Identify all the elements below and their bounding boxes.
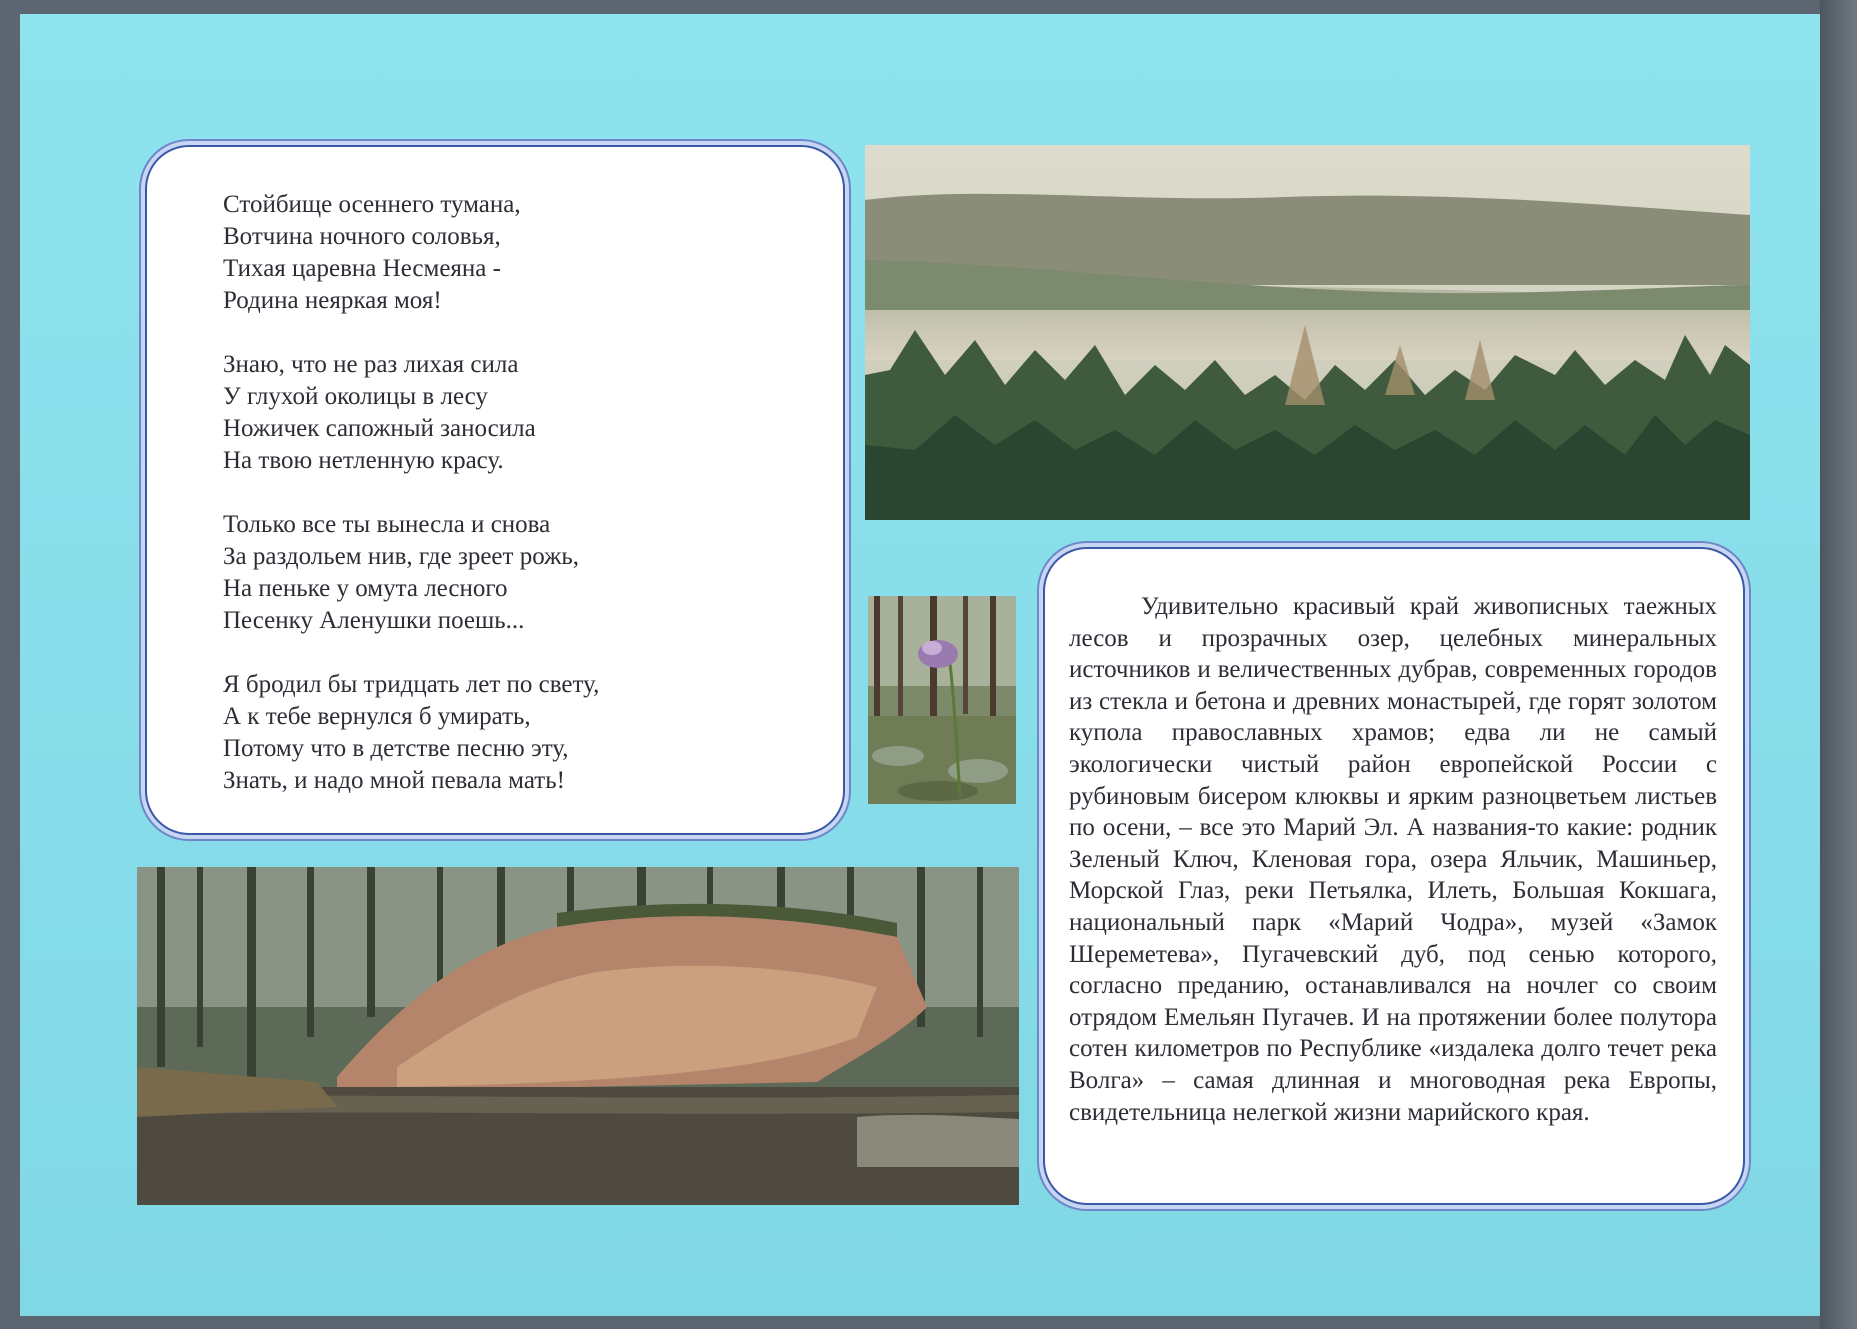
poem-line: Я бродил бы тридцать лет по свету, <box>223 671 600 698</box>
book-spine <box>1820 0 1857 1329</box>
poem-stanza <box>223 349 843 477</box>
river-bank-photo <box>137 867 1019 1205</box>
poem-line: Потому что в детстве песню эту, <box>223 735 569 762</box>
poem-line: Тихая царевна Несмеяна - <box>223 255 501 282</box>
poem-line: Ножичек сапожный заносила <box>223 415 536 442</box>
description-card <box>1043 547 1745 1205</box>
poem-line: На твою нетленную красу. <box>223 447 504 474</box>
flower-photo <box>868 596 1016 804</box>
poem-line: На пеньке у омута лесного <box>223 575 508 602</box>
poem-line: Только все ты вынесла и снова <box>223 511 551 538</box>
poem-card <box>145 145 845 835</box>
lake-forest-photo <box>865 145 1750 520</box>
poem-line: Знать, и надо мной певала мать! <box>223 767 565 794</box>
poem-line: За раздольем нив, где зреет рожь, <box>223 543 580 570</box>
poem-stanza <box>223 509 843 637</box>
description-text: Удивительно красивый край живописных таежных лесов и прозрачных озер, целебных минеральных источников и величественных дубрав, современных городов из стекла и бетона и древних монастырей, где горят золотом купола православных храмов; едва ли не самый экологически чистый район европейской России с рубиновым бисером клюквы и ярким разноцветьем листьев по осени, – все это Марий Эл. А названия-то какие: родник Зеленый Ключ, Кленовая гора, озера Яльчик, Машиньер, Морской Глаз, реки Петьялка, Илеть, Большая Кокшага, национальный парк «Марий Чодра», музей «Замок Шереметева», Пугачевский дуб, под сенью которого, согласно преданию, останавливался на ночлег со своим отрядом Емельян Пугачев. И на протяжении более полутора сотен километров по Республике «издалека долго течет река Волга» – самая длинная и многоводная река Европы, свидетельница нелегкой жизни марийского края. <box>1069 593 1717 1126</box>
poem-line: Вотчина ночного соловья, <box>223 223 501 250</box>
poem-line: У глухой околицы в лесу <box>223 383 488 410</box>
pasqueflower-illustration <box>868 596 1016 804</box>
poem-stanza <box>223 189 843 317</box>
poem-line: Знаю, что не раз лихая сила <box>223 351 519 378</box>
poem-line: Стойбище осеннего тумана, <box>223 191 521 218</box>
poem-stanza <box>223 669 843 797</box>
poem-line: А к тебе вернулся б умирать, <box>223 703 531 730</box>
lake-forest-illustration <box>865 145 1750 520</box>
river-cliff-illustration <box>137 867 1019 1205</box>
poem-line: Родина неяркая моя! <box>223 287 442 314</box>
poem-line: Песенку Аленушки поешь... <box>223 607 525 634</box>
